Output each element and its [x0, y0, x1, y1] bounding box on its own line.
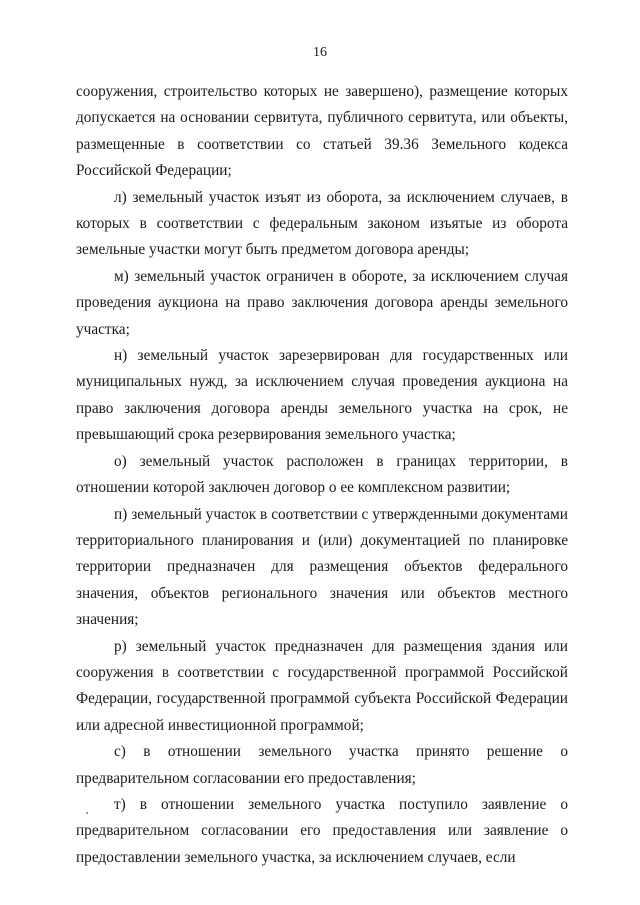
scan-speck	[86, 812, 88, 814]
paragraph-item-l: л) земельный участок изъят из оборота, за исключением случаев, в которых в соответствии с федеральным законом изъятые из оборота земельные участки могут быть предметом договора аренды;	[76, 188, 568, 259]
paragraph-item-p: п) земельный участок в соответствии с утвержденными документами территориального планирования и (или) документацией по планировке территории предназначен для размещения объектов федерального значения, объектов регионального значения или объектов местного значения;	[76, 505, 568, 629]
document-body	[76, 79, 568, 871]
page-number: 16	[313, 45, 327, 60]
paragraph-continuation: сооружения, строительство которых не завершено), размещение которых допускается на основании сервитута, публичного сервитута, или объекты, размещенные в соответствии со статьей 39.36 Земельного кодекса Российской Федерации;	[76, 83, 568, 180]
paragraph-item-o: о) земельный участок расположен в границах территории, в отношении которой заключен договор о ее комплексном развитии;	[76, 452, 568, 497]
paragraph-item-s: с) в отношении земельного участка принято решение о предварительном согласовании его предоставления;	[76, 743, 568, 787]
paragraph-item-n: н) земельный участок зарезервирован для государственных или муниципальных нужд, за исключением случая проведения аукциона на право заключения договора аренды земельного участка на срок, не превышающий срока резервирования земельного участка;	[76, 347, 568, 444]
paragraph-item-r: р) земельный участок предназначен для размещения здания или сооружения в соответствии с государственной программой Российской Федерации, государственной программой субъекта Российской Федерации или адресной инвестиционной программой;	[76, 637, 568, 734]
paragraph-item-m: м) земельный участок ограничен в обороте, за исключением случая проведения аукциона на право заключения договора аренды земельного участка;	[76, 267, 568, 338]
paragraph-item-t: т) в отношении земельного участка поступило заявление о предварительном согласовании его предоставления или заявление о предоставлении земельного участка, за исключением случаев, если	[76, 795, 568, 866]
